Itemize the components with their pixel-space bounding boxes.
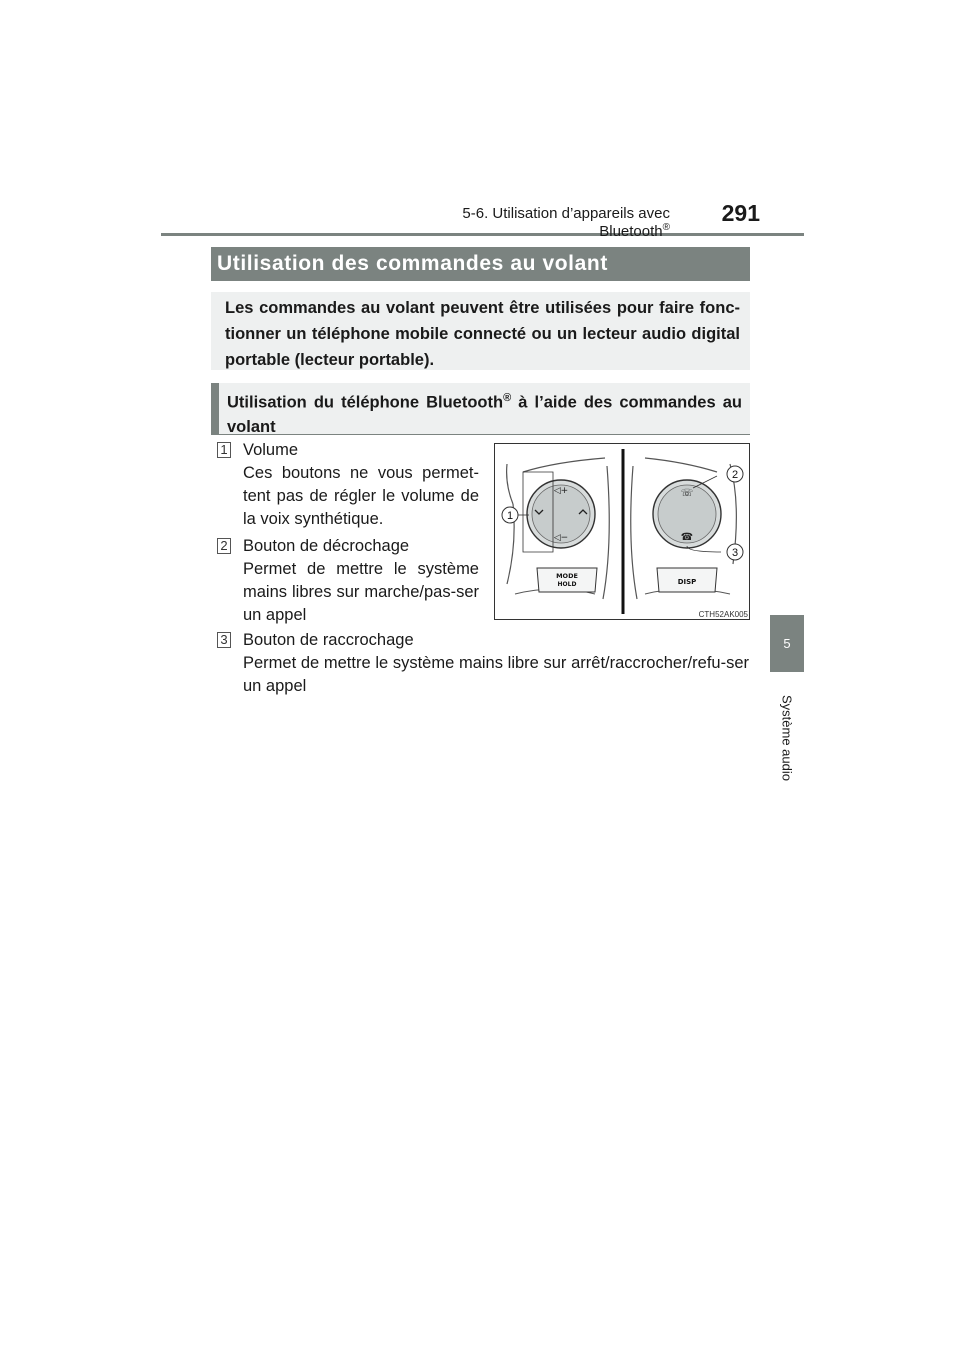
steering-wheel-diagram bbox=[495, 444, 751, 621]
steering-wheel-figure bbox=[494, 443, 750, 620]
section-title: 5-6. Utilisation d’appareils avec Bluetooth® bbox=[462, 205, 670, 240]
main-title: Utilisation des commandes au volant bbox=[211, 247, 750, 281]
figure-code: CTH52AK005 bbox=[698, 610, 748, 619]
intro-box: Les commandes au volant peuvent être utilisées pour faire fonc-tionner un téléphone mobile connecté ou un lecteur audio digital portable (lecteur portable). bbox=[211, 292, 750, 370]
mode-button bbox=[537, 568, 597, 592]
svg-text:◁−: ◁− bbox=[553, 533, 569, 543]
svg-text:1: 1 bbox=[506, 510, 514, 522]
item-description: Ces boutons ne vous permet-tent pas de régler le volume de la voix synthétique. bbox=[243, 464, 479, 528]
item-number: 2 bbox=[217, 538, 231, 554]
item-title: Bouton de décrochage bbox=[243, 537, 410, 555]
svg-text:DISP: DISP bbox=[677, 578, 697, 586]
svg-text:◁+: ◁+ bbox=[553, 486, 569, 496]
callout-3 bbox=[727, 544, 743, 560]
item-title: Bouton de raccrochage bbox=[243, 631, 414, 649]
page-number: 291 bbox=[721, 200, 760, 226]
chapter-tab: 5 bbox=[770, 615, 804, 672]
svg-text:MODE: MODE bbox=[556, 572, 578, 580]
svg-text:HOLD: HOLD bbox=[557, 581, 577, 588]
svg-text:2: 2 bbox=[731, 469, 739, 481]
svg-text:☎: ☎ bbox=[680, 532, 694, 543]
item-description: Permet de mettre le système mains libres sur marche/pas-ser un appel bbox=[243, 560, 479, 624]
item-number: 1 bbox=[217, 442, 231, 458]
callout-1 bbox=[502, 507, 518, 523]
item-title: Volume bbox=[243, 441, 299, 459]
callout-2 bbox=[727, 466, 743, 482]
sub-heading: Utilisation du téléphone Bluetooth® à l’aide des commandes au volant bbox=[211, 383, 750, 435]
chapter-label: Système audio bbox=[779, 695, 795, 781]
phone-switch bbox=[653, 480, 721, 548]
item-description: Permet de mettre le système mains libre sur arrêt/raccrocher/refu-ser un appel bbox=[243, 654, 749, 695]
svg-text:3: 3 bbox=[731, 547, 739, 559]
disp-button bbox=[657, 568, 717, 592]
svg-text:☏: ☏ bbox=[680, 488, 694, 499]
volume-switch bbox=[527, 480, 595, 548]
item-number: 3 bbox=[217, 632, 231, 648]
